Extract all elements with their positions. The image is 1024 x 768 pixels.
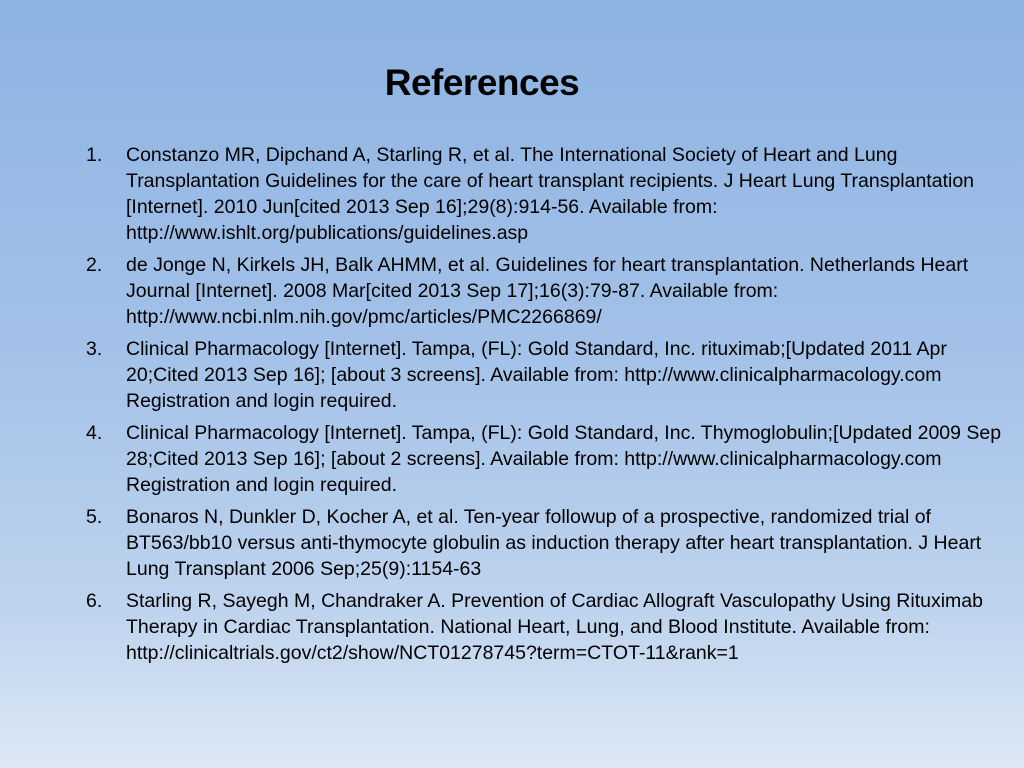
reference-number: 1. bbox=[86, 144, 103, 166]
reference-text: de Jonge N, Kirkels JH, Balk AHMM, et al. Guidelines for heart transplantation. Netherlands Heart Journal [Internet]. 2008 Mar[cited 2013 Sep 17];16(3):79-87. Available from: http://www.ncbi.nlm.nih.gov/pmc/articles/PMC2266869/ bbox=[126, 254, 969, 328]
reference-number: 3. bbox=[86, 338, 103, 360]
reference-item bbox=[0, 504, 1010, 582]
reference-item bbox=[0, 588, 1010, 666]
reference-list bbox=[0, 142, 1010, 672]
slide-title: References bbox=[384, 62, 580, 103]
reference-item bbox=[0, 142, 1010, 246]
reference-number: 2. bbox=[86, 254, 103, 276]
reference-text: Starling R, Sayegh M, Chandraker A. Prevention of Cardiac Allograft Vasculopathy Using Rituximab Therapy in Cardiac Transplantation. National Heart, Lung, and Blood Institute. Available from: http://clinicaltrials.gov/ct2/show/NCT01278745?term=CTOT-11&rank=1 bbox=[126, 590, 983, 664]
reference-item bbox=[0, 420, 1010, 498]
reference-number: 4. bbox=[86, 422, 103, 444]
reference-number: 5. bbox=[86, 506, 103, 528]
reference-item bbox=[0, 252, 1010, 330]
reference-text: Bonaros N, Dunkler D, Kocher A, et al. Ten-year followup of a prospective, randomized trial of BT563/bb10 versus anti-thymocyte globulin as induction therapy after heart transplantation. J Heart Lung Transplant 2006 Sep;25(9):1154-63 bbox=[126, 506, 982, 580]
reference-text: Constanzo MR, Dipchand A, Starling R, et al. The International Society of Heart and Lung Transplantation Guidelines for the care of heart transplant recipients. J Heart Lung Transplantation [Internet]. 2010 Jun[cited 2013 Sep 16];29(8):914-56. Available from: http://www.ishlt.org/publications/guidelines.asp bbox=[126, 144, 975, 244]
reference-number: 6. bbox=[86, 590, 103, 612]
reference-text: Clinical Pharmacology [Internet]. Tampa, (FL): Gold Standard, Inc. rituximab;[Updated 2011 Apr 20;Cited 2013 Sep 16]; [about 3 screens]. Available from: http://www.clinicalpharmacology.com Registration and login required. bbox=[126, 338, 947, 412]
reference-item bbox=[0, 336, 1010, 414]
reference-text: Clinical Pharmacology [Internet]. Tampa, (FL): Gold Standard, Inc. Thymoglobulin;[Updated 2009 Sep 28;Cited 2013 Sep 16]; [about 2 screens]. Available from: http://www.clinicalpharmacology.com Registration and login required. bbox=[126, 422, 1002, 496]
